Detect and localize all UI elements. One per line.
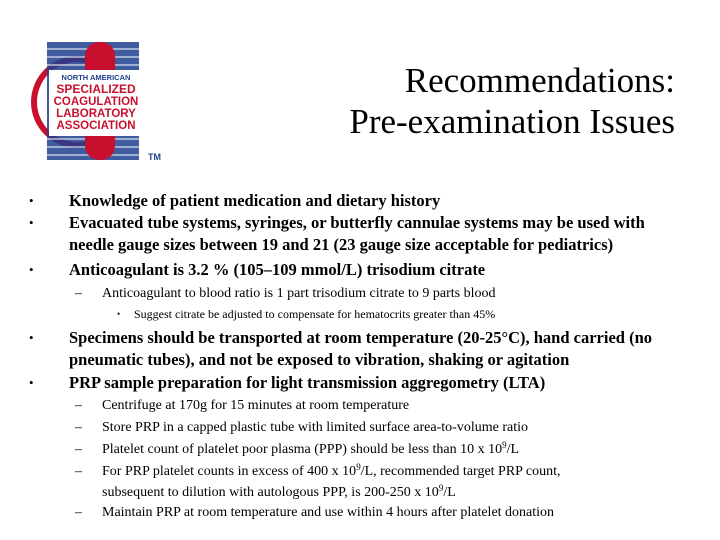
bullet-medication: • Knowledge of patient medication and dietary history xyxy=(29,191,441,210)
dash-marker: – xyxy=(75,398,82,413)
logo-line4: LABORATORY xyxy=(56,108,136,120)
sub-bullet-centrifuge: – Centrifuge at 170g for 15 minutes at room temperature xyxy=(102,396,662,417)
sub-bullet-ratio: – Anticoagulant to blood ratio is 1 part trisodium citrate to 9 parts blood xyxy=(102,284,662,305)
bullet-tube-systems: • Evacuated tube systems, syringes, or butterfly cannulae systems may be used with needle gauge sizes between 19 and 21 (23 gauge size acceptable for pediatrics) xyxy=(29,213,645,254)
bullet-marker: • xyxy=(29,215,34,230)
sub-bullet-ppp-count: – Platelet count of platelet poor plasma (PPP) should be less than 10 x $10^9/L$ xyxy=(102,440,662,461)
logo-line1: NORTH AMERICAN xyxy=(61,73,131,82)
sub-sub-bullet-hematocrit: • Suggest citrate be adjusted to compensate for hematocrits greater than 45% xyxy=(117,307,496,321)
logo-line3: COAGULATION xyxy=(53,96,139,108)
dash-marker: – xyxy=(75,420,82,435)
bullet-anticoagulant: • Anticoagulant is 3.2 % (105–109 mmol/L) trisodium citrate xyxy=(29,260,486,279)
dash-marker: – xyxy=(75,286,82,301)
sub-bullet-maintain: – Maintain PRP at room temperature and use within 4 hours after platelet donation xyxy=(102,503,662,524)
bullet-marker: • xyxy=(29,375,34,390)
bullet-prp-preparation: • PRP sample preparation for light transmission aggregometry (LTA) xyxy=(29,373,546,392)
logo-line5: ASSOCIATION xyxy=(56,120,136,132)
dash-marker: – xyxy=(75,464,82,479)
bullet-transport: • Specimens should be transported at room temperature (20-25°C), hand carried (no pneumatic tubes), and not be exposed to vibration, shaking or agitation xyxy=(29,328,652,369)
logo-line2: SPECIALIZED xyxy=(56,82,136,96)
bullet-marker: • xyxy=(29,193,34,208)
logo-tm: TM xyxy=(148,152,161,162)
sub-bullet-prp-count: – For PRP platelet counts in excess of 400 x $10^9/L$, recommended target PRP count, subsequent to dilution with autologous PPP, is 200-250 x $10^9/L$ xyxy=(75,462,561,500)
dash-marker: – xyxy=(75,442,82,457)
bullet-marker: • xyxy=(29,262,34,277)
title-line2: Pre-examination Issues xyxy=(349,102,675,141)
bullet-marker: • xyxy=(117,309,121,319)
dash-marker: – xyxy=(75,505,82,520)
sub-bullet-store: – Store PRP in a capped plastic tube with limited surface area-to-volume ratio xyxy=(102,418,662,439)
title-line1: Recommendations: xyxy=(404,61,675,100)
bullet-marker: • xyxy=(29,330,34,345)
